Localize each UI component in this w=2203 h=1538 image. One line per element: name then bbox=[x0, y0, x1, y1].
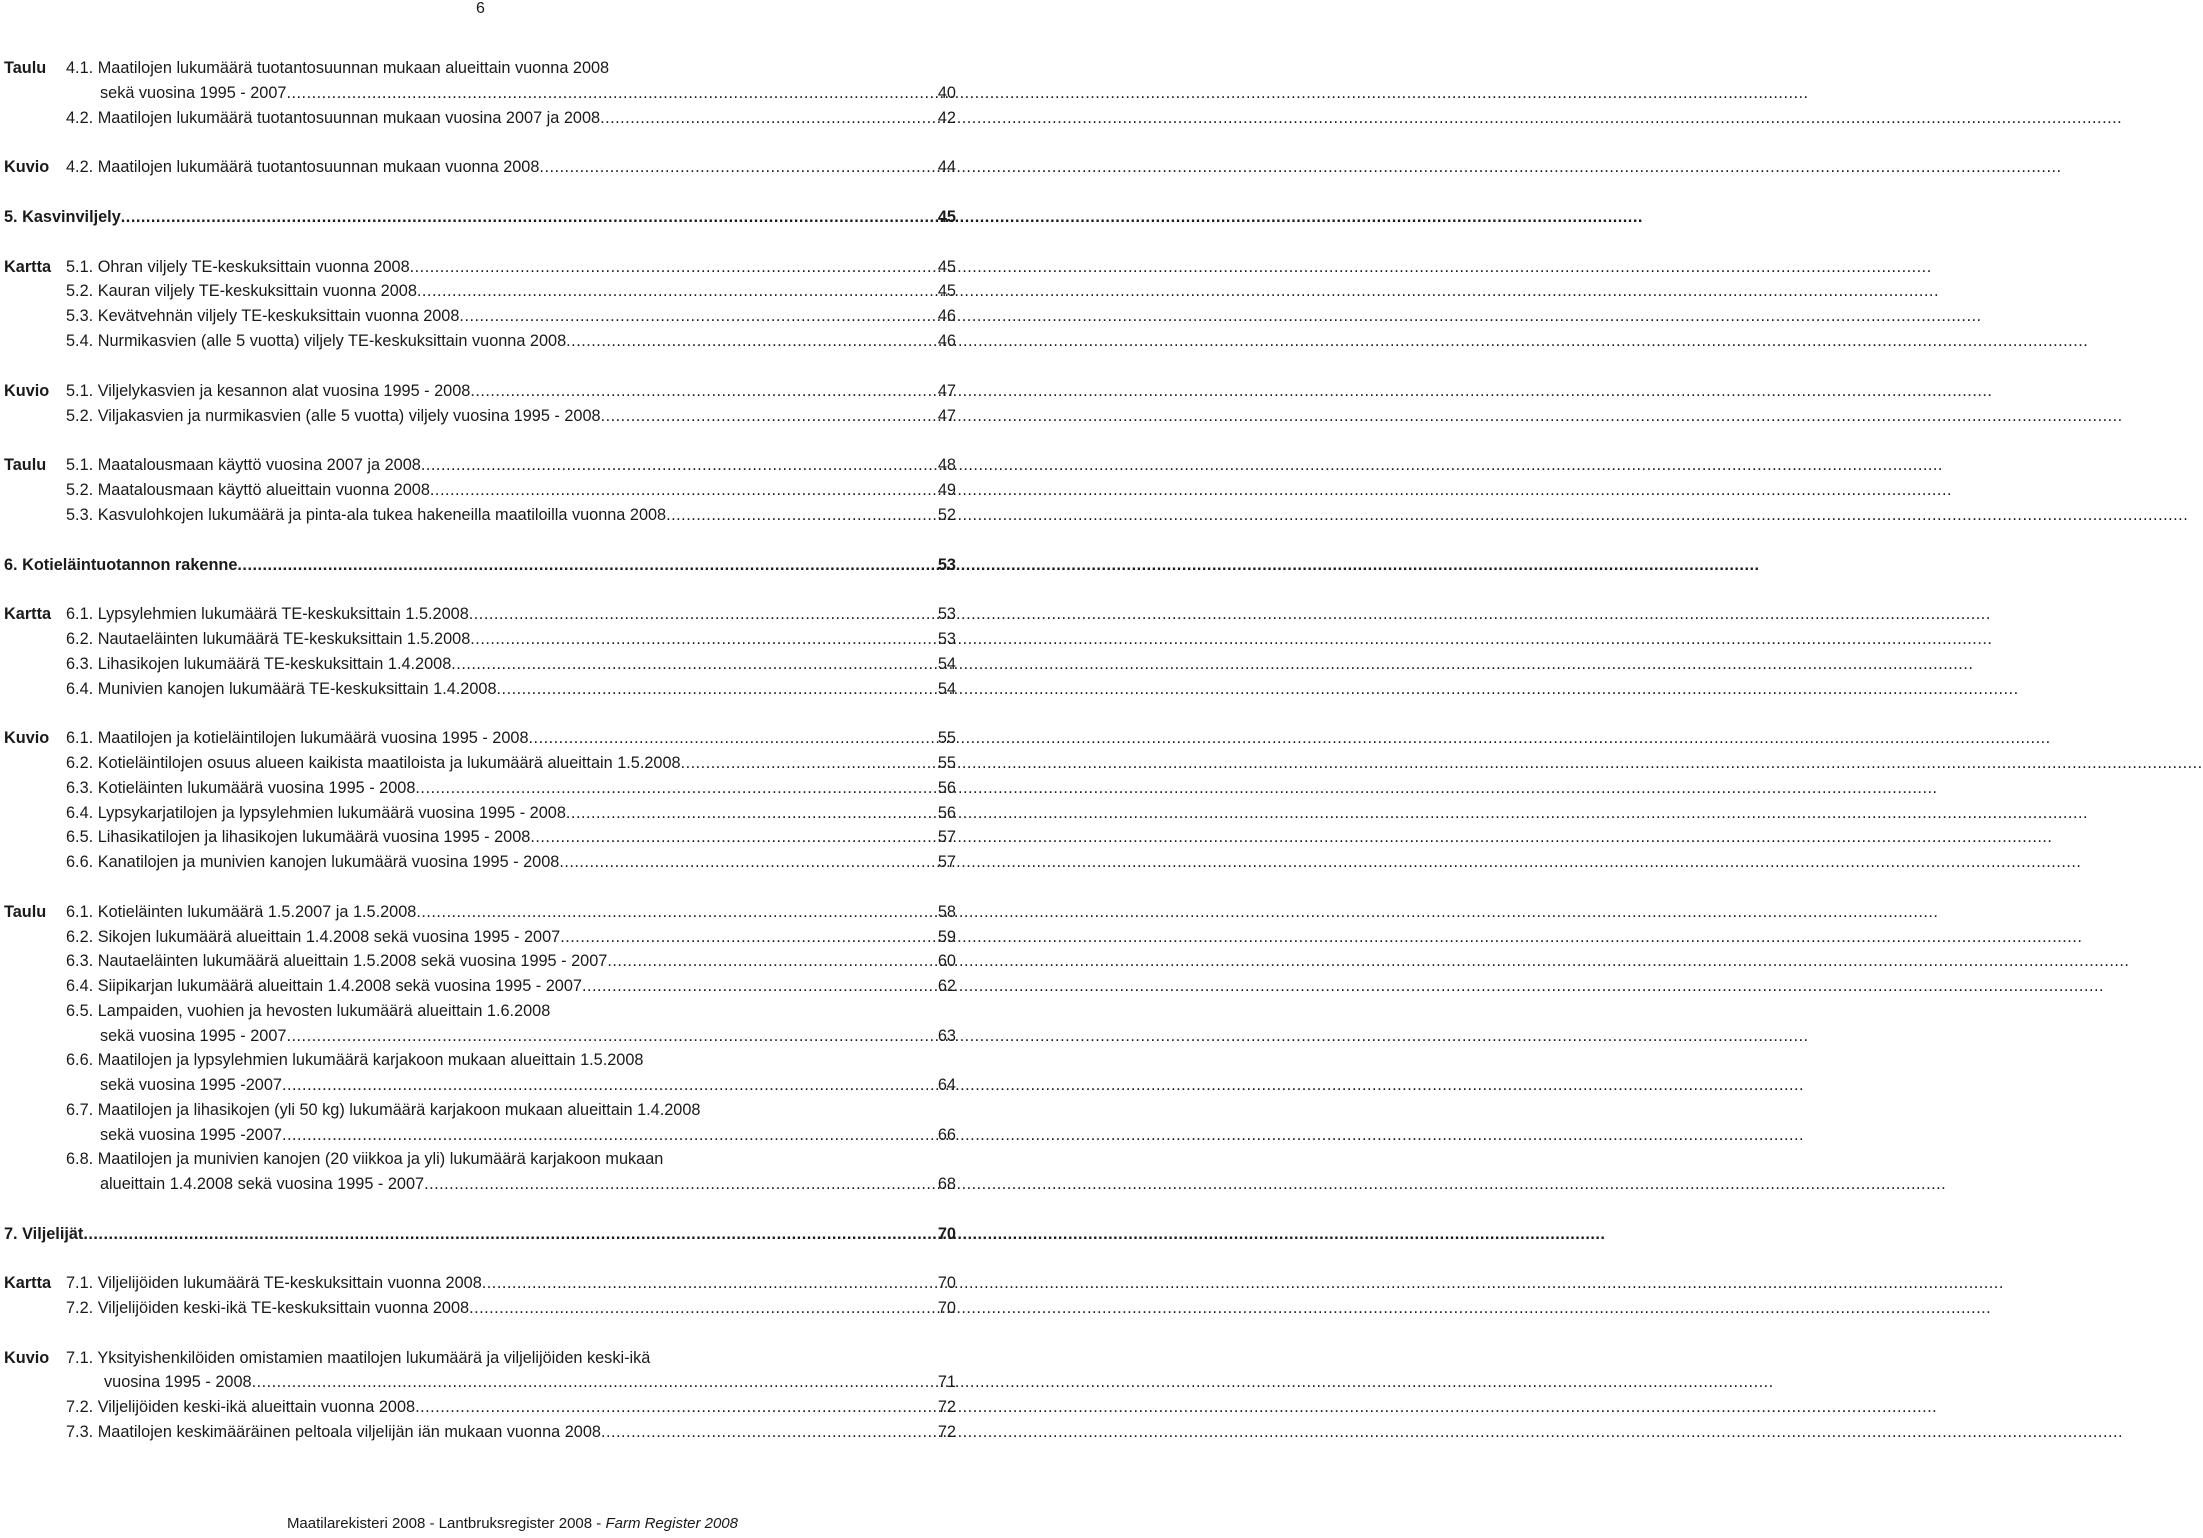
toc-entry-type-label: Kuvio bbox=[4, 382, 50, 400]
toc-entry-text: Maatilojen lukumäärä tuotantosuunnan mukaan vuonna 2008 bbox=[97, 158, 540, 176]
toc-entry-page-number: 54 bbox=[937, 655, 956, 673]
toc-entry-title bbox=[100, 1124, 282, 1146]
toc-entry-text: 6. Kotieläintuotannon rakenne bbox=[4, 556, 238, 574]
toc-entry-type-label: Kuvio bbox=[4, 729, 50, 747]
toc-entry-page-number: 63 bbox=[937, 1027, 956, 1045]
toc-entry bbox=[0, 156, 960, 178]
toc-entry-page-number: 54 bbox=[937, 680, 956, 698]
toc-entry-title bbox=[66, 107, 600, 129]
toc-entry-page-number: 42 bbox=[937, 109, 956, 127]
toc-entry-title bbox=[66, 975, 582, 997]
toc-entry-text: Siipikarjan lukumäärä alueittain 1.4.2008 sekä vuosina 1995 - 2007 bbox=[97, 977, 582, 995]
toc-entry-title bbox=[66, 653, 451, 675]
dot-leader bbox=[530, 826, 2052, 848]
section-title bbox=[4, 206, 121, 228]
toc-entry-text: 5. Kasvinviljely bbox=[4, 208, 121, 226]
toc-entry bbox=[0, 1421, 960, 1443]
toc-entry-text: sekä vuosina 1995 -2007 bbox=[100, 1126, 282, 1144]
toc-entry-number: 6.2. bbox=[66, 630, 94, 648]
toc-entry-text: Kasvulohkojen lukumäärä ja pinta-ala tukea hakeneilla maatiloilla vuonna 2008 bbox=[97, 506, 667, 524]
toc-entry-text: Lihasikatilojen ja lihasikojen lukumäärä vuosina 1995 - 2008 bbox=[97, 828, 531, 846]
toc-entry-title bbox=[66, 678, 497, 700]
toc-entry-title bbox=[66, 454, 421, 476]
toc-entry-page-number: 56 bbox=[937, 804, 956, 822]
toc-entry-title bbox=[66, 1049, 643, 1071]
toc-entry bbox=[0, 1049, 960, 1071]
toc-entry-title bbox=[100, 1173, 424, 1195]
toc-entry bbox=[0, 628, 960, 650]
toc-entry-title bbox=[104, 1371, 252, 1393]
dot-leader bbox=[416, 901, 1938, 923]
dot-leader bbox=[566, 330, 2088, 352]
page-number: 6 bbox=[476, 0, 485, 17]
toc-entry bbox=[0, 504, 960, 526]
toc-entry-number: 5.2. bbox=[66, 481, 94, 499]
toc-entry-type-label: Kartta bbox=[4, 1274, 52, 1292]
toc-entry bbox=[0, 57, 960, 79]
toc-entry-number: 5.2. bbox=[66, 282, 94, 300]
toc-entry-number: 6.4. bbox=[66, 977, 94, 995]
toc-entry-page-number: 62 bbox=[937, 977, 956, 995]
toc-entry-text: Munivien kanojen lukumäärä TE-keskuksittain 1.4.2008 bbox=[97, 680, 497, 698]
toc-entry-number: 6.3. bbox=[66, 952, 94, 970]
toc-entry-title bbox=[100, 1025, 286, 1047]
toc-entry bbox=[0, 1025, 960, 1047]
toc-entry bbox=[0, 280, 960, 302]
toc-entry-text: Viljelykasvien ja kesannon alat vuosina 1995 - 2008 bbox=[97, 382, 471, 400]
toc-entry-text: Lypsykarjatilojen ja lypsylehmien lukumäärä vuosina 1995 - 2008 bbox=[97, 804, 566, 822]
toc-entry-number: 6.4. bbox=[66, 680, 94, 698]
toc-entry-number: 5.1. bbox=[66, 456, 94, 474]
toc-entry-page-number: 59 bbox=[937, 928, 956, 946]
toc-entry-text: Kotieläinten lukumäärä 1.5.2007 ja 1.5.2008 bbox=[97, 903, 417, 921]
toc-entry-title bbox=[66, 1297, 469, 1319]
toc-entry-title bbox=[66, 156, 539, 178]
toc-entry-title bbox=[66, 950, 607, 972]
toc-entry-number: 6.7. bbox=[66, 1101, 94, 1119]
dot-leader bbox=[607, 950, 2129, 972]
toc-entry-number: 4.2. bbox=[66, 158, 94, 176]
toc-entry-page-number: 53 bbox=[937, 630, 956, 648]
toc-entry bbox=[0, 653, 960, 675]
toc-entry bbox=[0, 479, 960, 501]
toc-entry-title bbox=[66, 1099, 700, 1121]
toc-entry-text: Lypsylehmien lukumäärä TE-keskuksittain 1.5.2008 bbox=[97, 605, 469, 623]
dot-leader bbox=[539, 156, 2061, 178]
toc-entry-number: 6.5. bbox=[66, 1002, 94, 1020]
toc-entry-page-number: 46 bbox=[937, 307, 956, 325]
toc-entry-number: 5.4. bbox=[66, 332, 94, 350]
toc-entry bbox=[0, 380, 960, 402]
dot-leader bbox=[459, 305, 1981, 327]
toc-entry-title bbox=[66, 504, 666, 526]
toc-entry-number: 6.6. bbox=[66, 1051, 94, 1069]
toc-entry bbox=[0, 851, 960, 873]
toc-entry-text: Maatilojen keskimääräinen peltoala viljelijän iän mukaan vuonna 2008 bbox=[97, 1423, 601, 1441]
toc-entry bbox=[0, 107, 960, 129]
toc-entry-number: 6.2. bbox=[66, 754, 94, 772]
toc-entry bbox=[0, 1074, 960, 1096]
toc-entry bbox=[0, 727, 960, 749]
toc-entry-page-number: 53 bbox=[937, 605, 956, 623]
toc-entry-title bbox=[66, 802, 566, 824]
toc-entry-number: 6.1. bbox=[66, 729, 94, 747]
toc-entry-text: sekä vuosina 1995 -2007 bbox=[100, 1076, 282, 1094]
toc-entry-title bbox=[66, 1421, 601, 1443]
dot-leader bbox=[601, 405, 2123, 427]
toc-entry bbox=[0, 305, 960, 327]
dot-leader bbox=[421, 454, 1943, 476]
toc-entry-page-number: 56 bbox=[937, 779, 956, 797]
toc-entry bbox=[0, 901, 960, 923]
toc-entry bbox=[0, 1297, 960, 1319]
toc-entry-page-number: 70 bbox=[937, 1299, 956, 1317]
toc-entry bbox=[0, 1000, 960, 1022]
toc-entry-text: Maatilojen ja lihasikojen (yli 50 kg) lukumäärä karjakoon mukaan alueittain 1.4.2008 bbox=[97, 1101, 701, 1119]
toc-entry-type-label: Taulu bbox=[4, 903, 47, 921]
toc-entry-text: Kotieläinten lukumäärä vuosina 1995 - 2008 bbox=[97, 779, 416, 797]
toc-entry-page-number: 44 bbox=[937, 158, 956, 176]
toc-entry-page-number: 64 bbox=[937, 1076, 956, 1094]
dot-leader bbox=[529, 727, 2051, 749]
toc-entry-title bbox=[66, 926, 560, 948]
toc-entry bbox=[0, 1124, 960, 1146]
dot-leader bbox=[83, 1223, 1605, 1245]
toc-entry-text: vuosina 1995 - 2008 bbox=[104, 1373, 252, 1391]
section-title bbox=[4, 554, 237, 576]
dot-leader bbox=[237, 554, 1759, 576]
toc-entry-type-label: Kuvio bbox=[4, 158, 50, 176]
toc-entry-text: Maatilojen lukumäärä tuotantosuunnan mukaan vuosina 2007 ja 2008 bbox=[97, 109, 601, 127]
toc-entry-type-label: Kartta bbox=[4, 258, 52, 276]
toc-entry-number: 6.3. bbox=[66, 779, 94, 797]
dot-leader bbox=[415, 1396, 1937, 1418]
toc-entry-text: Kotieläintilojen osuus alueen kaikista maatiloista ja lukumäärä alueittain 1.5.2008 bbox=[97, 754, 681, 772]
toc-entry-text: Sikojen lukumäärä alueittain 1.4.2008 sekä vuosina 1995 - 2007 bbox=[97, 928, 561, 946]
toc-entry bbox=[0, 1347, 960, 1369]
toc-entry-text: Viljelijöiden keski-ikä alueittain vuonna 2008 bbox=[97, 1398, 416, 1416]
toc-entry-title bbox=[66, 280, 417, 302]
toc-entry-title bbox=[100, 82, 286, 104]
toc-entry-type-label: Taulu bbox=[4, 456, 47, 474]
toc-entry-page-number: 72 bbox=[937, 1423, 956, 1441]
toc-entry-number: 6.8. bbox=[66, 1150, 94, 1168]
toc-entry-title bbox=[66, 727, 529, 749]
toc-entry-title bbox=[100, 1074, 282, 1096]
toc-entry-text: Viljelijöiden keski-ikä TE-keskuksittain vuonna 2008 bbox=[97, 1299, 470, 1317]
toc-entry-number: 6.6. bbox=[66, 853, 94, 871]
toc-entry-page-number: 72 bbox=[937, 1398, 956, 1416]
toc-entry-text: Viljakasvien ja nurmikasvien (alle 5 vuotta) viljely vuosina 1995 - 2008 bbox=[97, 407, 601, 425]
toc-entry-text: sekä vuosina 1995 - 2007 bbox=[100, 84, 287, 102]
toc-entry-page-number: 45 bbox=[937, 208, 956, 226]
toc-entry-text: Lihasikojen lukumäärä TE-keskuksittain 1.4.2008 bbox=[97, 655, 452, 673]
toc-entry-number: 6.2. bbox=[66, 928, 94, 946]
toc-entry-text: Ohran viljely TE-keskuksittain vuonna 2008 bbox=[97, 258, 410, 276]
toc-entry bbox=[0, 603, 960, 625]
toc-entry-page-number: 66 bbox=[937, 1126, 956, 1144]
toc-entry-text: Lampaiden, vuohien ja hevosten lukumäärä alueittain 1.6.2008 bbox=[97, 1002, 551, 1020]
dot-leader bbox=[424, 1173, 1946, 1195]
toc-entry-page-number: 49 bbox=[937, 481, 956, 499]
toc-entry-page-number: 71 bbox=[937, 1373, 956, 1391]
toc-entry-page-number: 60 bbox=[937, 952, 956, 970]
toc-entry bbox=[0, 82, 960, 104]
toc-entry-title bbox=[66, 57, 609, 79]
footer-italic-text: Farm Register 2008 bbox=[605, 1515, 738, 1532]
toc-entry-number: 6.5. bbox=[66, 828, 94, 846]
dot-leader bbox=[681, 752, 2203, 774]
dot-leader bbox=[451, 653, 1973, 675]
toc-entry-page-number: 68 bbox=[937, 1175, 956, 1193]
dot-leader bbox=[469, 603, 1991, 625]
toc-entry-text: sekä vuosina 1995 - 2007 bbox=[100, 1027, 287, 1045]
dot-leader bbox=[469, 1297, 1991, 1319]
toc-entry-number: 5.3. bbox=[66, 506, 94, 524]
toc-entry-title bbox=[66, 330, 566, 352]
toc-entry-title bbox=[66, 1272, 482, 1294]
dot-leader bbox=[482, 1272, 2004, 1294]
toc-entry-title bbox=[66, 1148, 663, 1170]
toc-entry-page-number: 55 bbox=[937, 754, 956, 772]
toc-entry-page-number: 57 bbox=[937, 853, 956, 871]
toc-entry-text: Yksityishenkilöiden omistamien maatilojen lukumäärä ja viljelijöiden keski-ikä bbox=[97, 1349, 651, 1367]
toc-section-heading bbox=[0, 554, 960, 576]
toc-entry-title bbox=[66, 1396, 415, 1418]
toc-entry bbox=[0, 405, 960, 427]
toc-entry-page-number: 57 bbox=[937, 828, 956, 846]
toc-entry-page-number: 52 bbox=[937, 506, 956, 524]
toc-entry-page-number: 45 bbox=[937, 282, 956, 300]
dot-leader bbox=[470, 380, 1992, 402]
dot-leader bbox=[559, 851, 2081, 873]
toc-entry-text: Maatilojen ja munivien kanojen (20 viikkoa ja yli) lukumäärä karjakoon mukaan bbox=[97, 1150, 664, 1168]
toc-entry bbox=[0, 1371, 960, 1393]
toc-entry-text: Nurmikasvien (alle 5 vuotta) viljely TE-keskuksittain vuonna 2008 bbox=[97, 332, 567, 350]
dot-leader bbox=[601, 1421, 2123, 1443]
toc-entry bbox=[0, 950, 960, 972]
toc-entry-number: 7.1. bbox=[66, 1274, 94, 1292]
toc-entry-page-number: 45 bbox=[937, 258, 956, 276]
toc-entry-number: 5.2. bbox=[66, 407, 94, 425]
dot-leader bbox=[286, 82, 1808, 104]
toc-entry bbox=[0, 777, 960, 799]
toc-entry bbox=[0, 826, 960, 848]
toc-entry-text: Maatalousmaan käyttö vuosina 2007 ja 2008 bbox=[97, 456, 421, 474]
toc-entry-number: 7.3. bbox=[66, 1423, 94, 1441]
toc-entry bbox=[0, 256, 960, 278]
toc-entry bbox=[0, 1173, 960, 1195]
toc-entry bbox=[0, 1396, 960, 1418]
toc-entry bbox=[0, 802, 960, 824]
toc-entry-page-number: 40 bbox=[937, 84, 956, 102]
toc-entry-text: Kevätvehnän viljely TE-keskuksittain vuonna 2008 bbox=[97, 307, 460, 325]
toc-entry bbox=[0, 1148, 960, 1170]
toc-entry-page-number: 46 bbox=[937, 332, 956, 350]
toc-entry-title bbox=[66, 826, 530, 848]
toc-entry bbox=[0, 330, 960, 352]
dot-leader bbox=[417, 280, 1939, 302]
toc-entry-page-number: 70 bbox=[937, 1274, 956, 1292]
toc-entry-number: 4.2. bbox=[66, 109, 94, 127]
toc-entry-title bbox=[66, 851, 559, 873]
toc-entry-number: 6.3. bbox=[66, 655, 94, 673]
toc-entry-page-number: 53 bbox=[937, 556, 956, 574]
toc-entry-title bbox=[66, 405, 601, 427]
dot-leader bbox=[497, 678, 2019, 700]
toc-entry-text: Maatilojen lukumäärä tuotantosuunnan mukaan alueittain vuonna 2008 bbox=[97, 59, 610, 77]
dot-leader bbox=[282, 1124, 1804, 1146]
dot-leader bbox=[582, 975, 2104, 997]
toc-entry-title bbox=[66, 752, 681, 774]
toc-section-heading bbox=[0, 206, 960, 228]
dot-leader bbox=[470, 628, 1992, 650]
toc-entry-title bbox=[66, 256, 410, 278]
toc-entry-number: 5.1. bbox=[66, 258, 94, 276]
dot-leader bbox=[286, 1025, 1808, 1047]
footer-text: Maatilarekisteri 2008 - Lantbruksregister 2008 - bbox=[286, 1515, 606, 1532]
toc-entry bbox=[0, 454, 960, 476]
dot-leader bbox=[560, 926, 2082, 948]
toc-entry-text: Maatilojen ja kotieläintilojen lukumäärä vuosina 1995 - 2008 bbox=[97, 729, 529, 747]
toc-entry bbox=[0, 1272, 960, 1294]
toc-entry-number: 7.1. bbox=[66, 1349, 94, 1367]
toc-entry-text: alueittain 1.4.2008 sekä vuosina 1995 - 2007 bbox=[100, 1175, 425, 1193]
toc-entry-title bbox=[66, 901, 416, 923]
toc-entry-number: 5.1. bbox=[66, 382, 94, 400]
toc-entry-text: Viljelijöiden lukumäärä TE-keskuksittain vuonna 2008 bbox=[97, 1274, 482, 1292]
toc-entry-number: 6.1. bbox=[66, 903, 94, 921]
toc-entry-page-number: 48 bbox=[937, 456, 956, 474]
toc-entry-number: 7.2. bbox=[66, 1299, 94, 1317]
toc-entry bbox=[0, 926, 960, 948]
toc-entry-title bbox=[66, 777, 415, 799]
toc-entry-title bbox=[66, 603, 469, 625]
toc-entry-page-number: 47 bbox=[937, 407, 956, 425]
dot-leader bbox=[410, 256, 1932, 278]
toc-entry-page-number: 70 bbox=[937, 1225, 956, 1243]
dot-leader bbox=[415, 777, 1937, 799]
dot-leader bbox=[600, 107, 2122, 129]
section-title bbox=[4, 1223, 83, 1245]
toc-entry bbox=[0, 752, 960, 774]
toc-section-heading bbox=[0, 1223, 960, 1245]
toc-entry-title bbox=[66, 628, 470, 650]
toc-entry-page-number: 55 bbox=[937, 729, 956, 747]
toc-entry-text: Kanatilojen ja munivien kanojen lukumäärä vuosina 1995 - 2008 bbox=[97, 853, 560, 871]
toc-entry-title bbox=[66, 1000, 550, 1022]
toc-entry bbox=[0, 1099, 960, 1121]
dot-leader bbox=[566, 802, 2088, 824]
toc-entry bbox=[0, 975, 960, 997]
toc-entry-type-label: Kartta bbox=[4, 605, 52, 623]
toc-entry-page-number: 58 bbox=[937, 903, 956, 921]
toc-entry-text: Kauran viljely TE-keskuksittain vuonna 2008 bbox=[97, 282, 417, 300]
toc-entry-text: Maatilojen ja lypsylehmien lukumäärä karjakoon mukaan alueittain 1.5.2008 bbox=[97, 1051, 644, 1069]
toc-entry-text: Maatalousmaan käyttö alueittain vuonna 2008 bbox=[97, 481, 430, 499]
toc-entry-number: 6.4. bbox=[66, 804, 94, 822]
dot-leader bbox=[252, 1371, 1774, 1393]
toc-entry-title bbox=[66, 305, 459, 327]
dot-leader bbox=[430, 479, 1952, 501]
toc-entry-title bbox=[66, 1347, 650, 1369]
toc-entry-type-label: Taulu bbox=[4, 59, 47, 77]
dot-leader bbox=[121, 206, 1643, 228]
toc-entry-text: Nautaeläinten lukumäärä TE-keskuksittain 1.5.2008 bbox=[97, 630, 471, 648]
toc-entry bbox=[0, 678, 960, 700]
toc-entry-title bbox=[66, 380, 470, 402]
toc-entry-page-number: 47 bbox=[937, 382, 956, 400]
toc-entry-title bbox=[66, 479, 430, 501]
dot-leader bbox=[282, 1074, 1804, 1096]
toc-entry-number: 6.1. bbox=[66, 605, 94, 623]
dot-leader bbox=[666, 504, 2188, 526]
table-of-contents bbox=[0, 0, 960, 1538]
toc-entry-number: 4.1. bbox=[66, 59, 94, 77]
toc-entry-text: 7. Viljelijät bbox=[4, 1225, 84, 1243]
toc-entry-number: 7.2. bbox=[66, 1398, 94, 1416]
toc-entry-type-label: Kuvio bbox=[4, 1349, 50, 1367]
toc-entry-text: Nautaeläinten lukumäärä alueittain 1.5.2008 sekä vuosina 1995 - 2007 bbox=[97, 952, 608, 970]
toc-entry-number: 5.3. bbox=[66, 307, 94, 325]
